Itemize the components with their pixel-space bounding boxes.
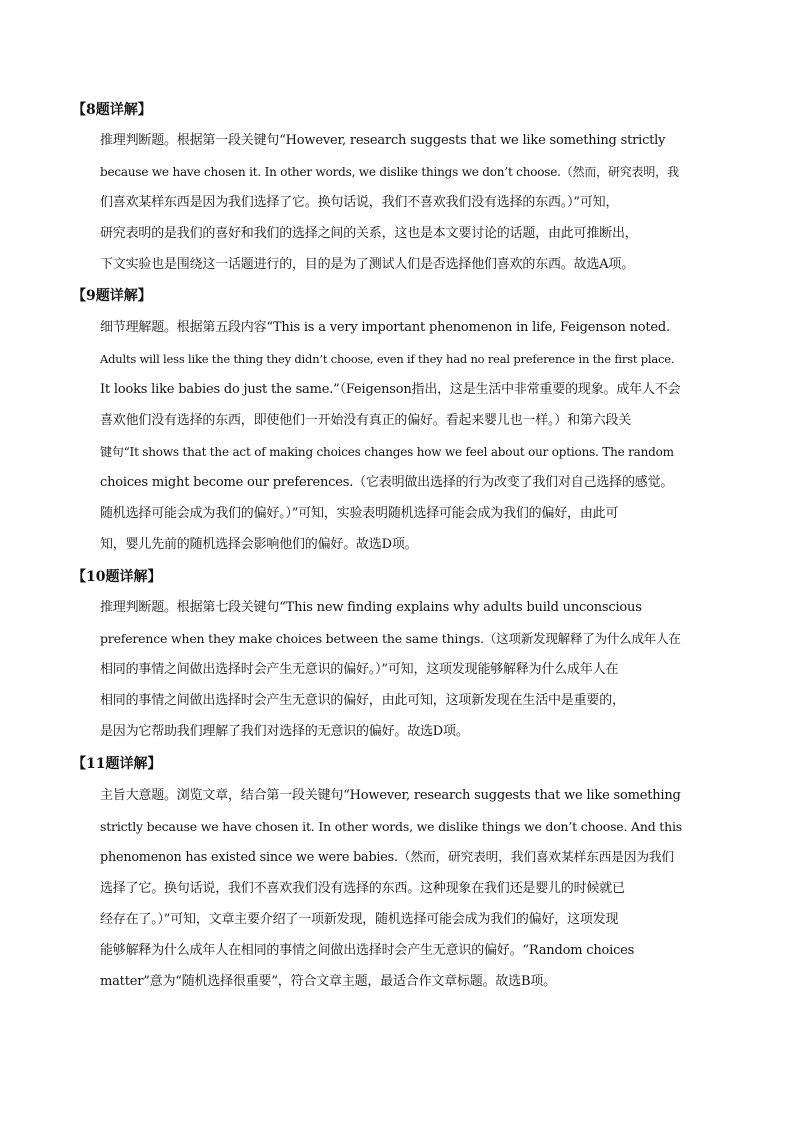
text-line: 相同的事情之间做出选择时会产生无意识的偏好。）”可知，这项发现能够解释为什么成年人在 xyxy=(100,662,619,677)
text-line: preference when they make choices between the same things.（这项新发现解释了为什么成年人在 xyxy=(100,631,681,646)
text-line: 是因为它帮助我们理解了我们对选择的无意识的偏好。故选D项。 xyxy=(100,724,469,739)
text-line: 知，婴儿先前的随机选择会影响他们的偏好。故选D项。 xyxy=(100,537,418,552)
section-heading: 【9题详解】 xyxy=(72,288,152,304)
text-line: 键句“It shows that the act of making choices changes how we feel about our options. The random xyxy=(100,445,674,459)
text-line: 主旨大意题。浏览文章，结合第一段关键句“However, research suggests that we like something xyxy=(100,788,681,803)
text-line: 推理判断题。根据第七段关键句“This new finding explains why adults build unconscious xyxy=(100,600,642,615)
text-line: 研究表明的是我们的喜好和我们的选择之间的关系，这也是本文要讨论的话题，由此可推断出， xyxy=(100,226,638,241)
text-line: 选择了它。换句话说，我们不喜欢我们没有选择的东西。这种现象在我们还是婴儿的时候就已 xyxy=(100,881,625,896)
text-line: 细节理解题。根据第五段内容“This is a very important phenomenon in life, Feigenson noted. xyxy=(100,320,670,335)
text-line: matter”意为“随机选择很重要”，符合文章主题，最适合作文章标题。故选B项。 xyxy=(100,974,556,989)
text-line: 推理判断题。根据第一段关键句“However, research suggests that we like something strictly xyxy=(100,133,666,148)
text-line: 能够解释为什么成年人在相同的事情之间做出选择时会产生无意识的偏好。“Random choices xyxy=(100,943,635,958)
section-heading: 【11题详解】 xyxy=(72,756,162,772)
section-heading: 【10题详解】 xyxy=(72,569,162,585)
text-line: 们喜欢某样东西是因为我们选择了它。换句话说，我们不喜欢我们没有选择的东西。）”可知， xyxy=(100,195,619,210)
text-line: 随机选择可能会成为我们的偏好。）”可知，实验表明随机选择可能会成为我们的偏好，由此可 xyxy=(100,506,619,521)
text-line: phenomenon has existed since we were babies.（然而，研究表明，我们喜欢某样东西是因为我们 xyxy=(100,850,674,865)
text-line: strictly because we have chosen it. In other words, we dislike things we don’t choose. And this xyxy=(100,819,682,834)
text-line: Adults will less like the thing they didn’t choose, even if they had no real preference in the first place. xyxy=(100,352,675,366)
text-line: because we have chosen it. In other words, we dislike things we don’t choose.（然而，研究表明，我 xyxy=(100,165,679,179)
text-line: It looks like babies do just the same.”（Feigenson指出，这是生活中非常重要的现象。成年人不会 xyxy=(100,382,681,397)
text-line: 喜欢他们没有选择的东西，即使他们一开始没有真正的偏好。看起来婴儿也一样。）和第六段关 xyxy=(100,413,632,428)
section-heading: 【8题详解】 xyxy=(72,102,152,118)
text-line: 经存在了。）”可知，文章主要介绍了一项新发现，随机选择可能会成为我们的偏好，这项发现 xyxy=(100,912,619,927)
text-line: choices might become our preferences.（它表明做出选择的行为改变了我们对自己选择的感觉。 xyxy=(100,475,674,490)
text-line: 相同的事情之间做出选择时会产生无意识的偏好，由此可知，这项新发现在生活中是重要的， xyxy=(100,693,625,708)
text-line: 下文实验也是围绕这一话题进行的，目的是为了测试人们是否选择他们喜欢的东西。故选A项。 xyxy=(100,257,634,272)
